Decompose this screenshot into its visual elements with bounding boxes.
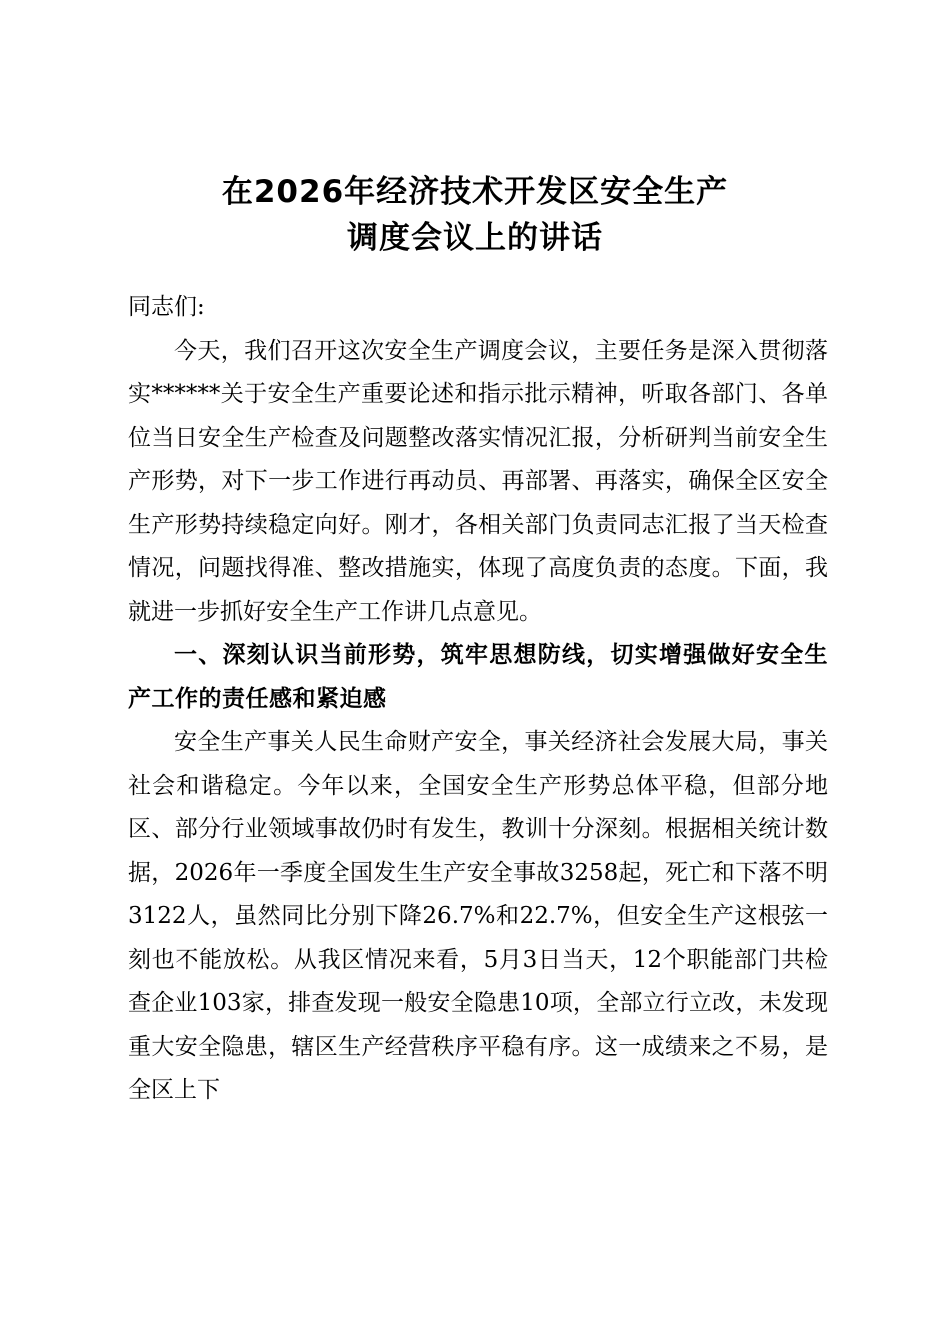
document-title-line2: 调度会议上的讲话 [347,220,603,256]
salutation: 同志们: [128,294,205,320]
paragraph-intro: 今天，我们召开这次安全生产调度会议，主要任务是深入贯彻落实******关于安全生产重要论述和指示批示精神，听取各部门、各单位当日安全生产检查及问题整改落实情况汇报，分析研判当前安全生产形势，对下一步工作进行再动员、再部署、再落实，确保全区安全生产形势持续稳定向好。刚才，各相关部门负责同志汇报了当天检查情况，问题找得准、整改措施实，体现了高度负责的态度。下面，我就进一步抓好安全生产工作讲几点意见。 [128,337,828,625]
section-heading-1: 一、深刻认识当前形势，筑牢思想防线，切实增强做好安全生产工作的责任感和紧迫感 [128,642,828,712]
document-body [128,286,828,1113]
document-title-line1: 在2026年经济技术开发区安全生产 [221,174,729,210]
paragraph-section-1: 安全生产事关人民生命财产安全，事关经济社会发展大局，事关社会和谐稳定。今年以来，全国安全生产形势总体平稳，但部分地区、部分行业领域事故仍时有发生，教训十分深刻。根据相关统计数据，2026年一季度全国发生生产安全事故3258起，死亡和下落不明3122人，虽然同比分别下降26.7%和22.7%，但安全生产这根弦一刻也不能放松。从我区情况来看，5月3日当天，12个职能部门共检查企业103家，排查发现一般安全隐患10项，全部立行立改，未发现重大安全隐患，辖区生产经营秩序平稳有序。这一成绩来之不易，是全区上下 [128,729,828,1103]
